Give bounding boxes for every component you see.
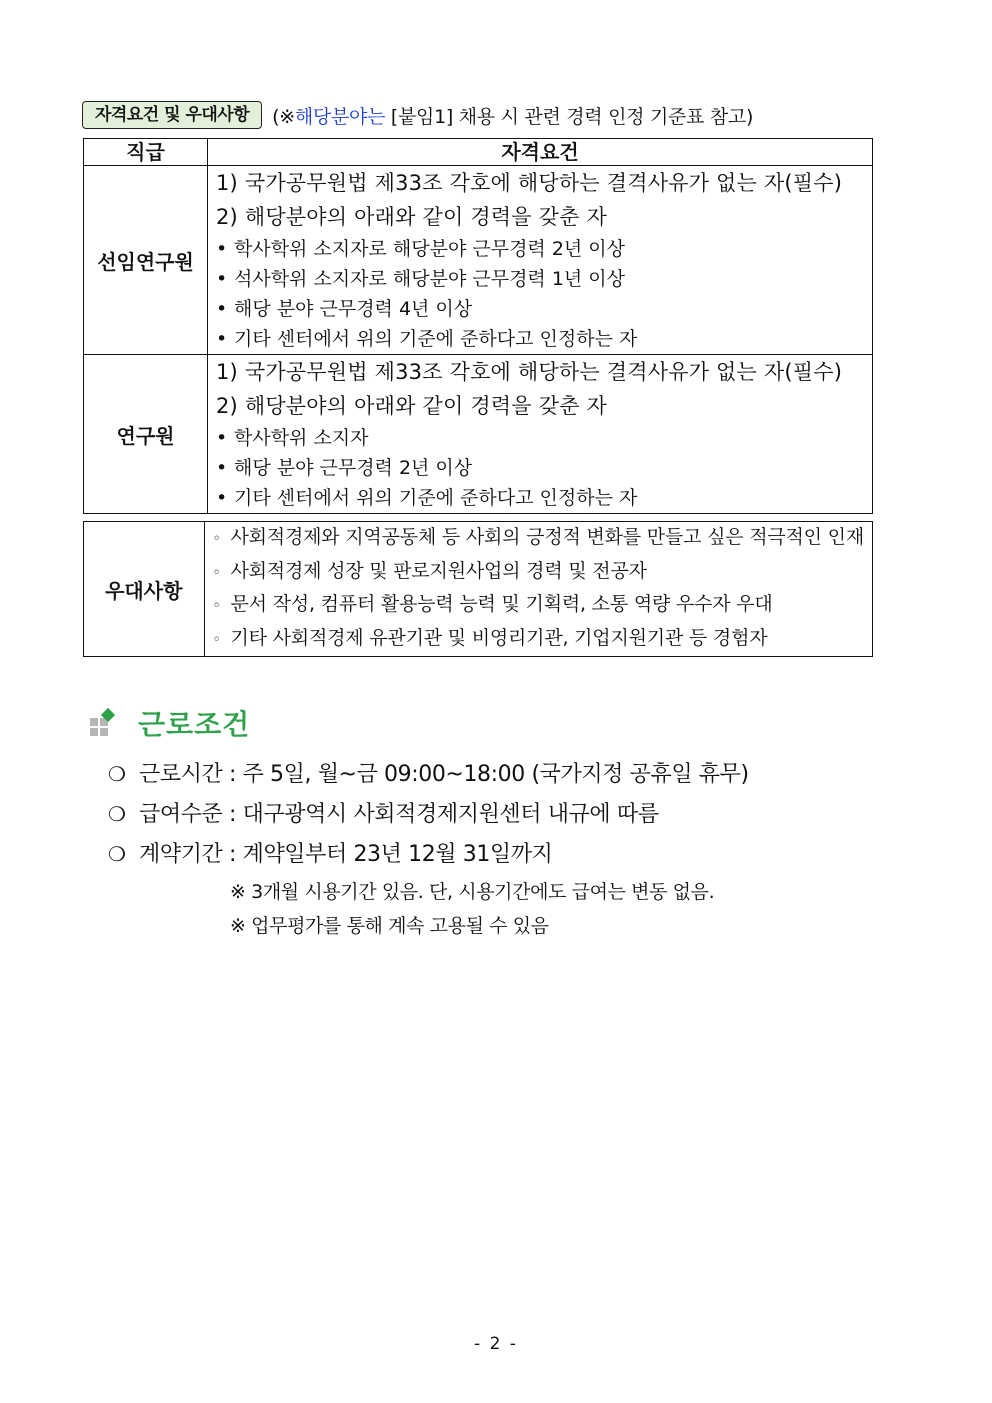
requirement-bullet	[216, 294, 864, 324]
role-senior-researcher: 선임연구원	[84, 166, 208, 355]
condition-salary	[108, 797, 659, 828]
preference-item	[213, 589, 865, 623]
bullet-icon: •	[216, 268, 228, 290]
table-row	[84, 522, 873, 657]
section-bullet-icon	[90, 708, 120, 738]
condition-text: 근로시간 : 주 5일, 월~금 09:00~18:00 (국가지정 공휴일 휴무)	[139, 762, 749, 787]
requirement-bullet	[216, 324, 864, 354]
requirement-cell	[208, 355, 873, 514]
requirement-bullet	[216, 234, 864, 264]
requirement-cell	[208, 166, 873, 355]
preference-text: 문서 작성, 컴퓨터 활용능력 능력 및 기획력, 소통 역량 우수자 우대	[230, 593, 773, 615]
requirement-line: 2) 해당분야의 아래와 같이 경력을 갖춘 자	[216, 394, 607, 418]
bullet-text: 해당 분야 근무경력 4년 이상	[234, 298, 473, 320]
requirement-bullet	[216, 264, 864, 294]
preference-text: 사회적경제 성장 및 판로지원사업의 경력 및 전공자	[230, 559, 647, 582]
evaluation-note: ※ 업무평가를 통해 계속 고용될 수 있음	[230, 915, 549, 937]
requirement-line: 1) 국가공무원법 제33조 각호에 해당하는 결격사유가 없는 자(필수)	[216, 171, 843, 195]
preference-text: 기타 사회적경제 유관기관 및 비영리기관, 기업지원기관 등 경험자	[230, 626, 768, 649]
table-row	[84, 166, 873, 355]
work-conditions-title: 근로조건	[138, 708, 251, 741]
table-row	[84, 355, 873, 514]
bullet-icon: •	[216, 328, 228, 350]
preference-cell	[204, 522, 873, 657]
bullet-text: 해당 분야 근무경력 2년 이상	[234, 457, 473, 479]
requirement-bullet	[216, 483, 864, 513]
work-conditions-header	[90, 703, 250, 743]
bullet-icon: •	[216, 238, 228, 260]
bullet-icon: •	[216, 457, 228, 479]
preference-item	[213, 556, 865, 590]
circle-bullet-icon: ◦	[212, 564, 221, 581]
header-requirement: 자격요건	[208, 139, 873, 166]
requirement-bullet	[216, 453, 864, 483]
condition-text: 계약기간 : 계약일부터 23년 12월 31일까지	[139, 842, 553, 867]
requirements-table	[83, 138, 873, 514]
bullet-text: 석사학위 소지자로 해당분야 근무경력 1년 이상	[234, 268, 626, 290]
role-researcher: 연구원	[84, 355, 208, 514]
preference-label: 우대사항	[84, 522, 205, 657]
circle-bullet-icon: ◦	[212, 531, 221, 547]
requirement-line: 1) 국가공무원법 제33조 각호에 해당하는 결격사유가 없는 자(필수)	[216, 360, 843, 384]
section-note	[272, 102, 753, 129]
ring-bullet-icon: ❍	[108, 842, 126, 866]
requirement-bullet	[216, 423, 864, 453]
table-header-row	[84, 139, 873, 166]
note-rest: [붙임1] 채용 시 관련 경력 인정 기준표 참고)	[385, 105, 754, 128]
condition-text: 급여수준 : 대구광역시 사회적경제지원센터 내규에 따름	[139, 802, 659, 827]
circle-bullet-icon: ◦	[212, 631, 221, 648]
bullet-icon: •	[216, 427, 228, 449]
note-open: (※	[272, 105, 295, 128]
bullet-text: 기타 센터에서 위의 기준에 준하다고 인정하는 자	[234, 487, 638, 509]
header-role: 직급	[84, 139, 208, 166]
section-tag: 자격요건 및 우대사항	[82, 101, 262, 129]
bullet-text: 학사학위 소지자로 해당분야 근무경력 2년 이상	[234, 238, 626, 260]
preference-text: 사회적경제와 지역공동체 등 사회의 긍정적 변화를 만들고 싶은 적극적인 인재	[230, 526, 864, 548]
preference-item	[213, 623, 865, 657]
ring-bullet-icon: ❍	[108, 762, 126, 786]
bullet-icon: •	[216, 298, 228, 320]
probation-note: ※ 3개월 시용기간 있음. 단, 시용기간에도 급여는 변동 없음.	[230, 881, 715, 903]
preference-item	[213, 522, 865, 556]
bullet-icon: •	[216, 487, 228, 509]
preference-table	[83, 521, 873, 657]
bullet-text: 기타 센터에서 위의 기준에 준하다고 인정하는 자	[234, 328, 638, 350]
condition-hours	[108, 757, 749, 788]
bullet-text: 학사학위 소지자	[234, 427, 369, 449]
note-highlight: 해당분야는	[294, 105, 386, 128]
requirement-line: 2) 해당분야의 아래와 같이 경력을 갖춘 자	[216, 205, 607, 229]
condition-contract	[108, 837, 553, 868]
page-number: - 2 -	[474, 1334, 518, 1354]
qualification-header	[82, 100, 753, 130]
ring-bullet-icon: ❍	[108, 802, 126, 826]
circle-bullet-icon: ◦	[212, 598, 221, 614]
